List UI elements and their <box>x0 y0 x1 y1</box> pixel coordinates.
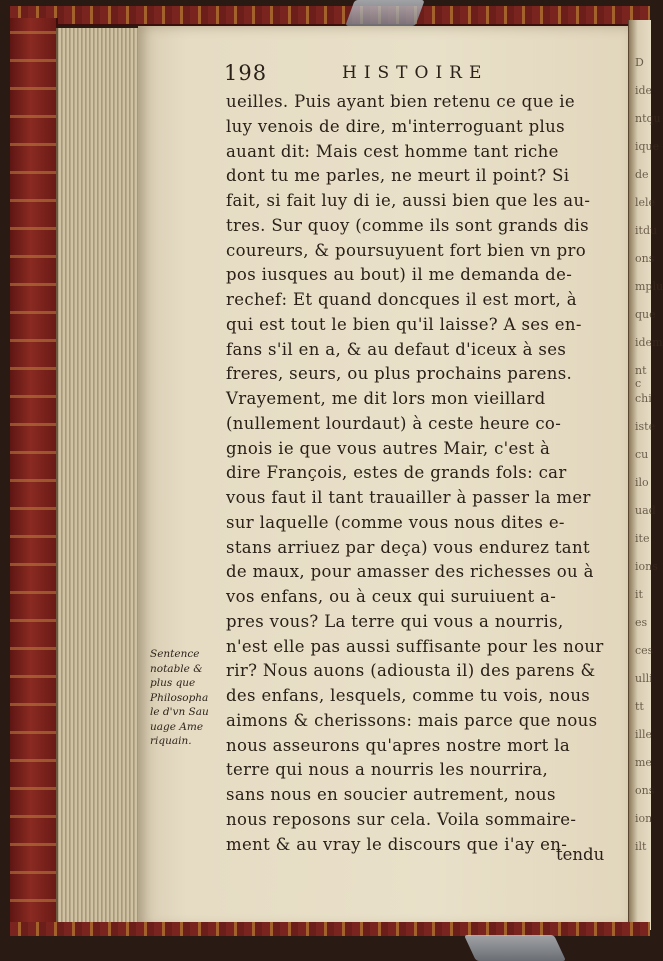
text-line: auant dit: Mais cest homme tant riche <box>226 141 559 161</box>
text-line: stans arriuez par deça) vous endurez tant <box>226 537 590 557</box>
text-line: Vrayement, me dit lors mon vieillard <box>226 389 546 408</box>
text-line: sans nous en soucier autrement, nous <box>226 785 556 804</box>
book-binding-spine <box>10 18 58 930</box>
facing-page-fragment: que <box>635 308 656 321</box>
text-line: nous reposons sur cela. Voila sommaire- <box>226 809 577 829</box>
facing-page-fragment: ons <box>635 784 655 797</box>
book-clamp-bottom <box>464 935 566 961</box>
facing-page-fragment: ons <box>635 252 655 265</box>
page-edges <box>56 28 140 926</box>
text-line: rir? Nous auons (adiousta il) des parens & <box>226 661 596 681</box>
facing-page-fragment: de <box>635 168 649 181</box>
margin-note-line: le d'vn Sau <box>150 706 209 718</box>
facing-page-fragment: tt <box>635 700 644 713</box>
text-line: (nullement lourdaut) à ceste heure co- <box>226 413 562 433</box>
facing-page-fragment: ique <box>635 140 660 153</box>
facing-page-fragment: nt c <box>635 364 647 390</box>
text-line: dont tu me parles, ne meurt il point? Si <box>226 166 570 186</box>
facing-page-fragment: ilt <box>635 840 647 853</box>
running-head <box>224 61 604 87</box>
text-line: ment & au vray le discours que i'ay en- <box>226 834 568 854</box>
facing-page-fragment: ilo <box>635 476 649 489</box>
body-text <box>226 90 616 857</box>
facing-page-fragment: es <box>635 616 648 629</box>
text-line: aimons & cherissons: mais parce que nous <box>226 710 598 730</box>
facing-page-fragment: ide <box>635 84 653 97</box>
margin-note <box>150 647 232 749</box>
margin-note-line: riquain. <box>150 735 192 747</box>
catchword: tendu <box>556 845 605 864</box>
text-line: fait, si fait luy di ie, aussi bien que les au- <box>226 191 591 210</box>
margin-note-line: Philosopha <box>150 691 209 704</box>
text-line: n'est elle pas aussi suffisante pour les nour <box>226 636 604 656</box>
text-line: de maux, pour amasser des richesses ou à <box>226 562 594 582</box>
page-number: 198 <box>224 61 268 85</box>
text-line: des enfans, lesquels, comme tu vois, nous <box>226 686 591 705</box>
facing-page-fragment: ulli <box>635 672 653 685</box>
text-line: ueilles. Puis ayant bien retenu ce que ie <box>226 92 576 111</box>
margin-note-line: uage Ame <box>150 720 204 733</box>
text-line: qui est tout le bien qu'il laisse? A ses en- <box>226 314 582 334</box>
facing-page-fragment: mplu <box>635 280 663 293</box>
facing-page-fragment: lele <box>635 196 656 209</box>
text-line: fans s'il en a, & au defaut d'iceux à ses <box>226 339 567 359</box>
text-line: vous faut il tant trauailler à passer la mer <box>226 488 591 507</box>
text-line: terre qui nous a nourris les nourrira, <box>226 760 549 780</box>
text-line: vos enfans, ou à ceux qui suruiuent a- <box>226 587 557 606</box>
facing-page-fragment: ces <box>635 644 654 657</box>
facing-page-fragment: uad <box>635 504 656 517</box>
facing-page-fragment: itdu <box>635 224 658 237</box>
book-clamp-top <box>345 0 424 26</box>
facing-page-fragment: ion <box>635 812 653 825</box>
margin-note-line: Sentence <box>150 648 200 660</box>
text-line: pos iusques au bout) il me demanda de- <box>226 265 573 285</box>
text-line: nous asseurons qu'apres nostre mort la <box>226 735 571 755</box>
facing-page-fragment: D <box>635 56 644 69</box>
facing-page-fragment: ions <box>635 560 658 573</box>
text-line: tres. Sur quoy (comme ils sont grands dis <box>226 215 589 235</box>
text-line: gnois ie que vous autres Mair, c'est à <box>226 438 551 458</box>
facing-page-fragment: ille <box>635 728 653 741</box>
text-line: dire François, estes de grands fols: car <box>226 463 567 483</box>
facing-page-fragment: me <box>635 756 652 769</box>
running-title: HISTOIRE <box>342 63 489 83</box>
facing-page-fragment: ntqu <box>635 112 661 125</box>
facing-page-fragment: chi <box>635 392 652 405</box>
book-binding-bottom <box>10 922 650 936</box>
facing-page-fragment: idem <box>635 336 663 349</box>
facing-page-fragment: cu <box>635 448 649 461</box>
text-line: coureurs, & poursuyuent fort bien vn pro <box>226 240 587 260</box>
text-line: sur laquelle (comme vous nous dites e- <box>226 512 565 532</box>
book-binding-top <box>10 6 650 26</box>
facing-page-fragment: it <box>635 588 643 601</box>
facing-page-fragment: ite <box>635 532 650 545</box>
facing-page-fragment: iste <box>635 420 656 433</box>
text-line: rechef: Et quand doncques il est mort, à <box>226 290 577 309</box>
margin-note-line: notable & <box>150 662 203 675</box>
text-line: freres, seurs, ou plus prochains parens. <box>226 364 573 384</box>
margin-note-line: plus que <box>150 677 196 689</box>
text-line: luy venois de dire, m'interroguant plus <box>226 116 565 136</box>
text-line: pres vous? La terre qui vous a nourris, <box>226 611 564 631</box>
facing-page-edge <box>628 20 663 930</box>
